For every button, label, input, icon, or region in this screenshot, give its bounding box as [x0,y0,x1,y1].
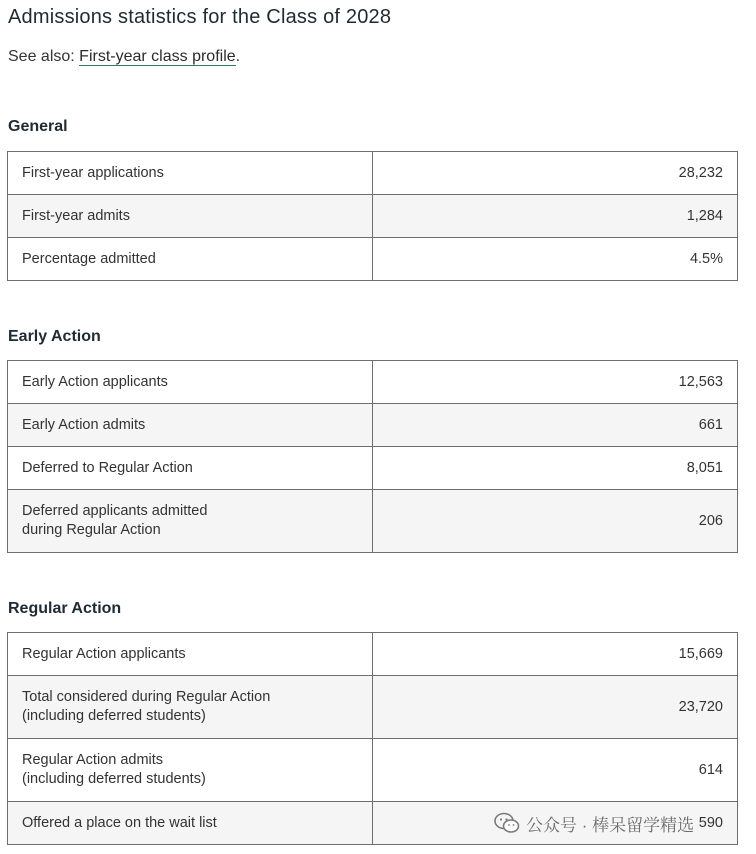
early-action-stats-table [7,360,738,553]
table-row [8,361,738,404]
row-label-line-1: Total considered during Regular Action [22,689,271,705]
row-value: 4.5% [373,238,738,281]
table-row [8,676,738,739]
first-year-class-profile-link[interactable]: First-year class profile [79,48,236,65]
table-row [8,404,738,447]
row-label: Regular Action applicants [8,633,373,676]
row-label: Percentage admitted [8,238,373,281]
row-value: 661 [373,404,738,447]
row-value: 15,669 [373,633,738,676]
row-label-line-2: (including deferred students) [22,771,206,787]
table-row [8,490,738,553]
row-label: Offered a place on the wait list [8,802,373,845]
row-value: 12,563 [373,361,738,404]
row-value: 23,720 [373,676,738,739]
row-label-line-2: (including deferred students) [22,708,206,724]
row-label: Deferred to Regular Action [8,447,373,490]
table-row [8,802,738,845]
section-heading-early-action: Early Action [8,328,101,345]
general-stats-table [7,151,738,281]
table-row [8,447,738,490]
row-label [8,739,373,802]
row-value: 28,232 [373,152,738,195]
section-heading-regular-action: Regular Action [8,600,122,617]
row-label-line-1: Regular Action admits [22,752,164,768]
row-value: 614 [373,739,738,802]
row-value: 1,284 [373,195,738,238]
row-value: 206 [373,490,738,553]
table-row [8,152,738,195]
regular-action-stats-table [7,632,738,845]
row-label [8,490,373,553]
row-value: 590 [373,802,738,845]
see-also-suffix: . [235,48,241,65]
table-row [8,739,738,802]
watermark-text: 公众号 · 棒呆留学精选 [526,815,695,835]
see-also-prefix: See also: [8,48,75,65]
table-row [8,633,738,676]
table-row [8,238,738,281]
row-label: First-year applications [8,152,373,195]
page-title: Admissions statistics for the Class of 2028 [8,6,392,28]
row-label: Early Action applicants [8,361,373,404]
row-label: Early Action admits [8,404,373,447]
row-value: 8,051 [373,447,738,490]
row-label: First-year admits [8,195,373,238]
row-label-line-1: Deferred applicants admitted [22,503,208,519]
row-label-line-2: during Regular Action [22,522,161,538]
section-heading-general: General [8,118,68,135]
table-row [8,195,738,238]
row-label [8,676,373,739]
see-also-line [8,48,240,66]
